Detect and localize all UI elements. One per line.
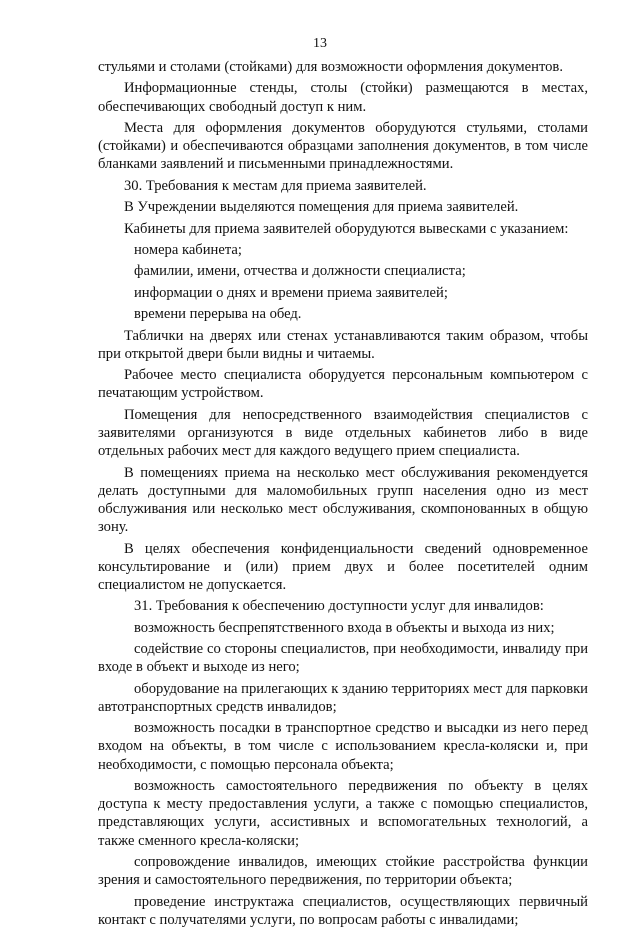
list-item: сопровождение инвалидов, имеющих стойкие расстройства функции зрения и самостоятельного передвижения, по территории объекта; (98, 854, 588, 889)
list-item: возможность самостоятельного передвижения по объекту в целях доступа к месту предоставления услуги, а также с помощью специалистов, представляющих услуги, ассистивных и вспомогательных технологий, а также сменного кресла-коляски; (98, 778, 588, 849)
paragraph: Помещения для непосредственного взаимодействия специалистов с заявителями организуются в виде отдельных кабинетов либо в виде отдельных рабочих мест для каждого ведущего прием специалиста. (98, 406, 588, 460)
paragraph: Информационные стенды, столы (стойки) размещаются в местах, обеспечивающих свободный доступ к ним. (98, 80, 588, 115)
list-item: проведение инструктажа специалистов, осуществляющих первичный контакт с получателями услуги, по вопросам работы с инвалидами; (98, 893, 588, 928)
paragraph: стульями и столами (стойками) для возможности оформления документов. (98, 59, 563, 75)
list-item: фамилии, имени, отчества и должности специалиста; (134, 263, 466, 280)
list-item: информации о днях и времени приема заявителей; (134, 284, 448, 301)
page-number: 13 (313, 36, 327, 51)
section-heading: 31. Требования к обеспечению доступности услуг для инвалидов: (134, 598, 544, 615)
list-item: возможность беспрепятственного входа в объекты и выхода из них; (134, 619, 555, 636)
paragraph: Таблички на дверях или стенах устанавливаются таким образом, чтобы при открытой двери были видны и читаемы. (98, 327, 588, 362)
paragraph: Рабочее место специалиста оборудуется персональным компьютером с печатающим устройством. (98, 367, 588, 402)
list-item: содействие со стороны специалистов, при необходимости, инвалиду при входе в объект и выходе из него; (98, 641, 588, 676)
section-heading: 30. Требования к местам для приема заявителей. (124, 177, 427, 194)
paragraph: В Учреждении выделяются помещения для приема заявителей. (124, 199, 519, 216)
paragraph: В помещениях приема на несколько мест обслуживания рекомендуется делать доступными для маломобильных групп населения одно из мест обслуживания или несколько мест обслуживания, скомпонованных в общую зону. (98, 464, 588, 536)
list-item: номера кабинета; (134, 241, 242, 258)
paragraph: Места для оформления документов оборудуются стульями, столами (стойками) и обеспечиваются образцами заполнения документов, в том числе бланками заявлений и письменными принадлежностями. (98, 119, 588, 173)
document-body (98, 58, 588, 932)
paragraph: В целях обеспечения конфиденциальности сведений одновременное консультирование и (или) прием двух и более посетителей одним специалистом не допускается. (98, 540, 588, 593)
list-item: оборудование на прилегающих к зданию территориях мест для парковки автотранспортных средств инвалидов; (98, 680, 588, 715)
paragraph: Кабинеты для приема заявителей оборудуются вывесками с указанием: (124, 220, 569, 237)
list-item: возможность посадки в транспортное средство и высадки из него перед входом на объекты, в том числе с использованием кресла-коляски и, при необходимости, с помощью персонала объекта; (98, 720, 588, 773)
list-item: времени перерыва на обед. (134, 306, 302, 323)
